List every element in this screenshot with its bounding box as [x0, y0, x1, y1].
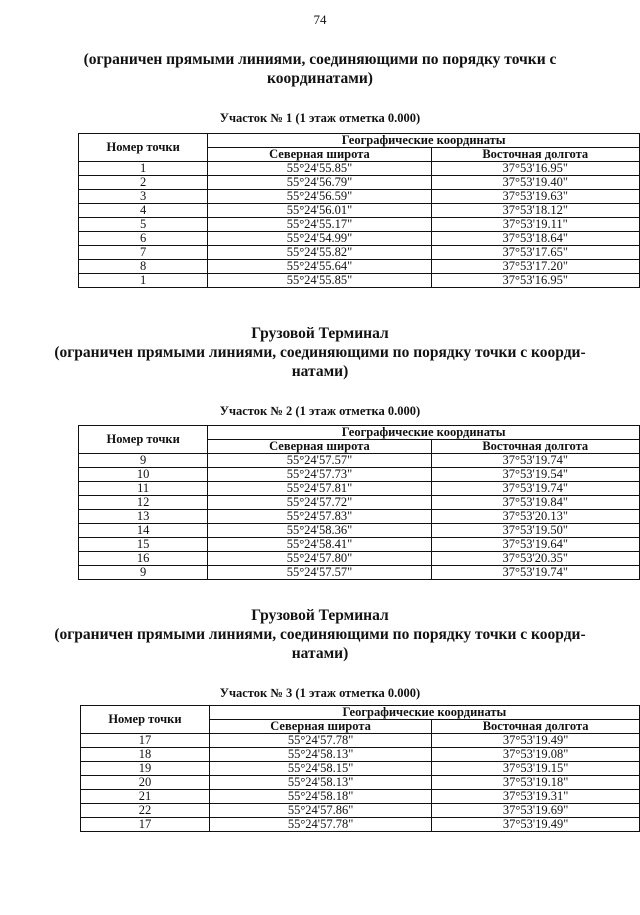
point-number-cell: 9 — [79, 566, 208, 580]
point-number-cell: 14 — [79, 524, 208, 538]
east-lon-cell: 37°53'20.35" — [431, 552, 639, 566]
east-lon-cell: 37°53'19.74" — [431, 566, 639, 580]
point-number-header: Номер точки — [79, 426, 208, 454]
table-row — [79, 176, 640, 190]
table-row — [79, 260, 640, 274]
table-row — [79, 566, 640, 580]
point-number-cell: 4 — [79, 204, 208, 218]
point-number-cell: 1 — [79, 162, 208, 176]
north-lat-cell: 55°24'54.99" — [208, 232, 431, 246]
point-number-cell: 5 — [79, 218, 208, 232]
north-lat-cell: 55°24'58.36" — [208, 524, 431, 538]
east-lon-cell: 37°53'16.95" — [431, 274, 639, 288]
east-lon-cell: 37°53'19.74" — [431, 482, 639, 496]
section-1-subtitle: Участок № 1 (1 этаж отметка 0.000) — [219, 111, 421, 125]
table-row — [79, 454, 640, 468]
north-lat-cell: 55°24'57.78" — [209, 818, 431, 832]
table-row — [81, 818, 640, 832]
east-lon-cell: 37°53'19.08" — [432, 748, 640, 762]
table-row — [79, 204, 640, 218]
table-row — [79, 274, 640, 288]
section-2-subtitle: Участок № 2 (1 этаж отметка 0.000) — [219, 404, 421, 418]
east-lon-cell: 37°53'19.64" — [431, 538, 639, 552]
geo-coords-header: Географические координаты — [209, 706, 639, 720]
section-2 — [0, 324, 640, 419]
page-number: 74 — [313, 12, 327, 27]
north-lat-cell: 55°24'58.15" — [209, 762, 431, 776]
east-lon-header: Восточная долгота — [431, 440, 639, 454]
north-lat-cell: 55°24'55.85" — [208, 274, 431, 288]
table-row — [81, 748, 640, 762]
north-lat-cell: 55°24'57.80" — [208, 552, 431, 566]
table-row — [79, 510, 640, 524]
east-lon-cell: 37°53'19.84" — [431, 496, 639, 510]
section-3-description-line-1: (ограничен прямыми линиями, соединяющими по порядку точки с коорди- — [54, 626, 586, 643]
point-number-cell: 9 — [79, 454, 208, 468]
point-number-cell: 20 — [81, 776, 210, 790]
table-row — [79, 496, 640, 510]
table-row — [81, 776, 640, 790]
east-lon-cell: 37°53'19.74" — [431, 454, 639, 468]
north-lat-cell: 55°24'55.85" — [208, 162, 431, 176]
north-lat-cell: 55°24'55.64" — [208, 260, 431, 274]
point-number-cell: 7 — [79, 246, 208, 260]
north-lat-cell: 55°24'57.81" — [208, 482, 431, 496]
east-lon-header: Восточная долгота — [431, 148, 639, 162]
east-lon-cell: 37°53'18.12" — [431, 204, 639, 218]
section-3-description-line-2: натами) — [291, 645, 349, 662]
table-row — [79, 232, 640, 246]
north-lat-cell: 55°24'55.17" — [208, 218, 431, 232]
point-number-cell: 11 — [79, 482, 208, 496]
table-row — [81, 762, 640, 776]
section-3 — [0, 606, 640, 701]
table-row — [79, 218, 640, 232]
table-row — [79, 468, 640, 482]
north-lat-cell: 55°24'58.18" — [209, 790, 431, 804]
geo-coords-header: Географические координаты — [208, 426, 640, 440]
table-row — [79, 246, 640, 260]
coords-table-3 — [80, 705, 640, 832]
north-lat-cell: 55°24'57.83" — [208, 510, 431, 524]
north-lat-cell: 55°24'58.13" — [209, 776, 431, 790]
north-lat-cell: 55°24'56.59" — [208, 190, 431, 204]
table-row — [79, 538, 640, 552]
north-lat-header: Северная широта — [209, 720, 431, 734]
north-lat-cell: 55°24'56.79" — [208, 176, 431, 190]
point-number-cell: 15 — [79, 538, 208, 552]
section-2-title: Грузовой Терминал — [251, 325, 389, 342]
east-lon-cell: 37°53'18.64" — [431, 232, 639, 246]
north-lat-header: Северная широта — [208, 148, 431, 162]
point-number-cell: 6 — [79, 232, 208, 246]
table-row — [81, 804, 640, 818]
east-lon-header: Восточная долгота — [432, 720, 640, 734]
table-row — [79, 162, 640, 176]
north-lat-cell: 55°24'57.78" — [209, 734, 431, 748]
geo-coords-header: Географические координаты — [208, 134, 640, 148]
east-lon-cell: 37°53'19.54" — [431, 468, 639, 482]
table-row — [81, 734, 640, 748]
section-2-description-line-1: (ограничен прямыми линиями, соединяющими по порядку точки с коорди- — [54, 344, 586, 361]
north-lat-cell: 55°24'55.82" — [208, 246, 431, 260]
point-number-cell: 18 — [81, 748, 210, 762]
east-lon-cell: 37°53'19.15" — [432, 762, 640, 776]
section-1 — [0, 50, 640, 126]
section-3-description — [50, 625, 590, 663]
east-lon-cell: 37°53'17.65" — [431, 246, 639, 260]
section-2-description — [50, 343, 590, 381]
point-number-cell: 12 — [79, 496, 208, 510]
east-lon-cell: 37°53'19.40" — [431, 176, 639, 190]
east-lon-cell: 37°53'19.50" — [431, 524, 639, 538]
point-number-cell: 17 — [81, 818, 210, 832]
east-lon-cell: 37°53'19.69" — [432, 804, 640, 818]
east-lon-cell: 37°53'19.63" — [431, 190, 639, 204]
table-row — [79, 482, 640, 496]
east-lon-cell: 37°53'19.11" — [431, 218, 639, 232]
section-2-description-line-2: натами) — [291, 363, 349, 380]
east-lon-cell: 37°53'19.49" — [432, 734, 640, 748]
point-number-cell: 13 — [79, 510, 208, 524]
point-number-cell: 19 — [81, 762, 210, 776]
point-number-cell: 17 — [81, 734, 210, 748]
north-lat-cell: 55°24'57.86" — [209, 804, 431, 818]
point-number-header: Номер точки — [81, 706, 210, 734]
east-lon-cell: 37°53'19.31" — [432, 790, 640, 804]
east-lon-cell: 37°53'16.95" — [431, 162, 639, 176]
east-lon-cell: 37°53'19.49" — [432, 818, 640, 832]
point-number-cell: 2 — [79, 176, 208, 190]
north-lat-cell: 55°24'58.41" — [208, 538, 431, 552]
north-lat-cell: 55°24'57.57" — [208, 454, 431, 468]
north-lat-cell: 55°24'57.73" — [208, 468, 431, 482]
point-number-cell: 21 — [81, 790, 210, 804]
north-lat-cell: 55°24'57.72" — [208, 496, 431, 510]
table-row — [79, 524, 640, 538]
table-row — [79, 552, 640, 566]
section-1-description — [50, 50, 590, 88]
north-lat-header: Северная широта — [208, 440, 431, 454]
east-lon-cell: 37°53'19.18" — [432, 776, 640, 790]
section-1-description-line-2: координатами) — [267, 70, 373, 87]
point-number-header: Номер точки — [79, 134, 208, 162]
table-row — [79, 190, 640, 204]
table-row — [81, 790, 640, 804]
east-lon-cell: 37°53'20.13" — [431, 510, 639, 524]
north-lat-cell: 55°24'57.57" — [208, 566, 431, 580]
point-number-cell: 3 — [79, 190, 208, 204]
section-3-title: Грузовой Терминал — [251, 607, 389, 624]
section-1-description-line-1: (ограничен прямыми линиями, соединяющими по порядку точки с — [83, 51, 557, 68]
point-number-cell: 10 — [79, 468, 208, 482]
point-number-cell: 16 — [79, 552, 208, 566]
point-number-cell: 22 — [81, 804, 210, 818]
north-lat-cell: 55°24'56.01" — [208, 204, 431, 218]
point-number-cell: 1 — [79, 274, 208, 288]
coords-table-1 — [78, 133, 640, 288]
coords-table-2 — [78, 425, 640, 580]
section-3-subtitle: Участок № 3 (1 этаж отметка 0.000) — [219, 686, 421, 700]
north-lat-cell: 55°24'58.13" — [209, 748, 431, 762]
east-lon-cell: 37°53'17.20" — [431, 260, 639, 274]
point-number-cell: 8 — [79, 260, 208, 274]
